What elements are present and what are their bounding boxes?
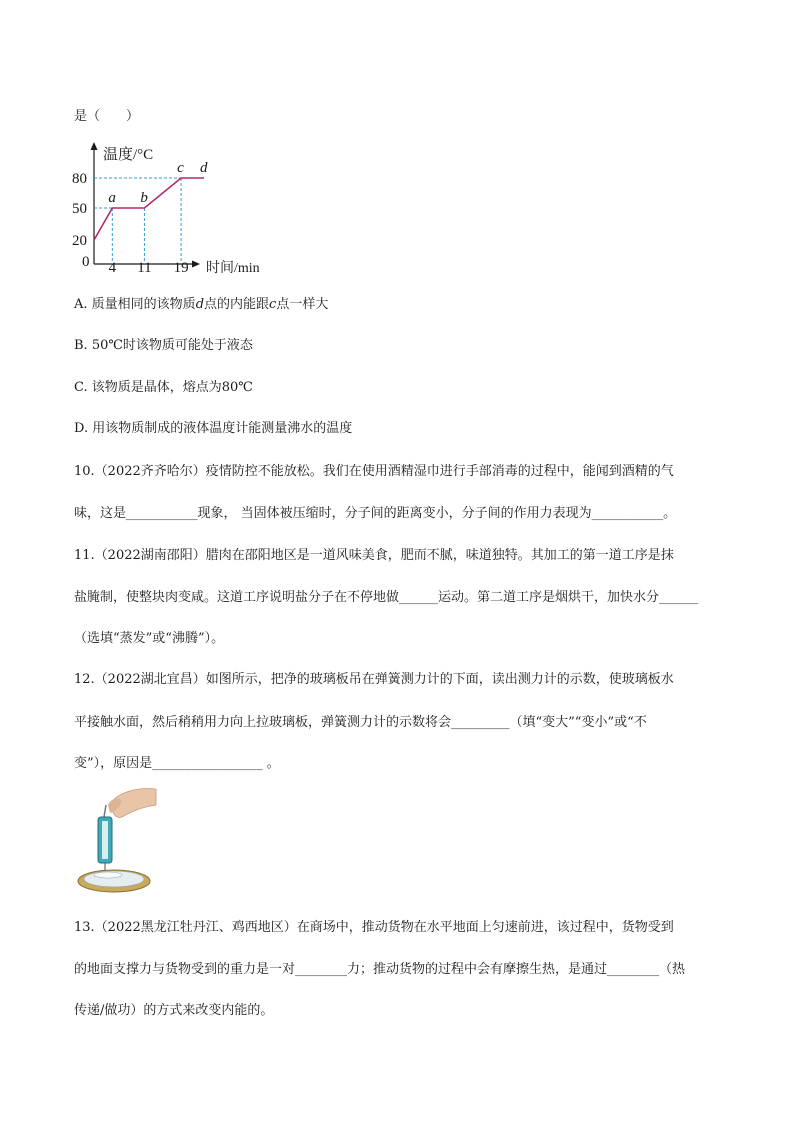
y-tick-label: 50 — [72, 201, 87, 217]
x-tick-label: 11 — [137, 260, 152, 276]
y-axis-arrow — [91, 142, 98, 150]
option-d-letter: D. — [74, 421, 89, 436]
q11-line-3: （选填“蒸发”或“沸腾”）。 — [74, 631, 225, 646]
q11-line-1: 11.（2022湖南邵阳）腊肉在邵阳地区是一道风味美食，肥而不腻，味道独特。其加工的第一道工序是抹 — [74, 548, 674, 563]
y-tick-label: 80 — [72, 171, 87, 187]
spring-scale-glass-plate-photo — [72, 783, 162, 899]
option-c-letter: C. — [74, 380, 88, 395]
x-tick-label: 4 — [108, 260, 117, 276]
option-b-letter: B. — [74, 338, 88, 353]
temperature-time-graph — [70, 140, 280, 280]
option-a-var-c: c — [269, 297, 277, 312]
y-axis-label: 温度/°C — [103, 147, 154, 163]
option-c[interactable] — [74, 381, 253, 395]
point-labels — [108, 160, 208, 206]
option-d[interactable] — [74, 422, 352, 436]
x-axis-arrow — [192, 261, 200, 268]
q12-line-3: 变”），原因是_________________ 。 — [74, 756, 280, 771]
q13-line-1: 13.（2022黑龙江牡丹江、鸡西地区）在商场中，推动货物在水平地面上匀速前进，该过程中，货物受到 — [74, 920, 674, 935]
x-axis-label: 时间/min — [206, 261, 260, 276]
dashed-guide-lines — [94, 178, 181, 264]
option-b[interactable] — [74, 339, 253, 353]
question-9-stem-tail: 是（ ） — [74, 109, 140, 124]
option-a-text-after: 点一样大 — [276, 297, 329, 312]
option-c-text: 该物质是晶体，熔点为80℃ — [91, 380, 253, 395]
option-a-letter: A. — [74, 297, 88, 312]
temperature-curve — [94, 178, 204, 240]
q13-line-2: 的地面支撑力与货物受到的重力是一对________力；推动货物的过程中会有摩擦生热，是通过________（热 — [74, 962, 686, 977]
q12-line-2: 平接触水面，然后稍稍用力向上拉玻璃板，弹簧测力计的示数将会_________（填“变大”“变小”或“不 — [74, 715, 647, 730]
option-a-var-d: d — [195, 297, 205, 312]
point-label-c: c — [177, 160, 184, 176]
y-tick-label: 0 — [82, 254, 90, 270]
scale-hook-icon — [104, 805, 106, 817]
point-label-d: d — [200, 160, 208, 176]
q12-line-1: 12.（2022湖北宜昌）如图所示，把净的玻璃板吊在弹簧测力计的下面，读出测力计的示数，使玻璃板水 — [74, 672, 674, 687]
q10-line-1: 10.（2022齐齐哈尔）疫情防控不能放松。我们在使用酒精湿巾进行手部消毒的过程中，能闻到酒精的气 — [74, 464, 674, 479]
q11-line-2: 盐腌制，使整块肉变咸。这道工序说明盐分子在不停地做______运动。第二道工序是烟烘干，加快水分______ — [74, 590, 699, 605]
x-tick-label: 19 — [173, 260, 189, 276]
scale-window-icon — [102, 821, 108, 859]
point-label-b: b — [140, 190, 148, 206]
option-d-text: 用该物质制成的液体温度计能测量沸水的温度 — [92, 421, 353, 436]
q13-line-3: 传递/做功）的方式来改变内能的。 — [74, 1003, 274, 1018]
y-tick-label: 20 — [72, 233, 87, 249]
q10-line-2: 味，这是___________现象， 当固体被压缩时，分子间的距离变小，分子间的作用力表现为___________。 — [74, 506, 677, 521]
option-a-text-before: 质量相同的该物质 — [91, 297, 196, 312]
glass-plate-icon — [94, 872, 122, 878]
option-a[interactable] — [74, 298, 328, 312]
point-label-a: a — [108, 190, 116, 206]
option-a-text-mid: 点的内能跟 — [204, 297, 270, 312]
option-b-text: 50℃时该物质可能处于液态 — [91, 338, 253, 353]
